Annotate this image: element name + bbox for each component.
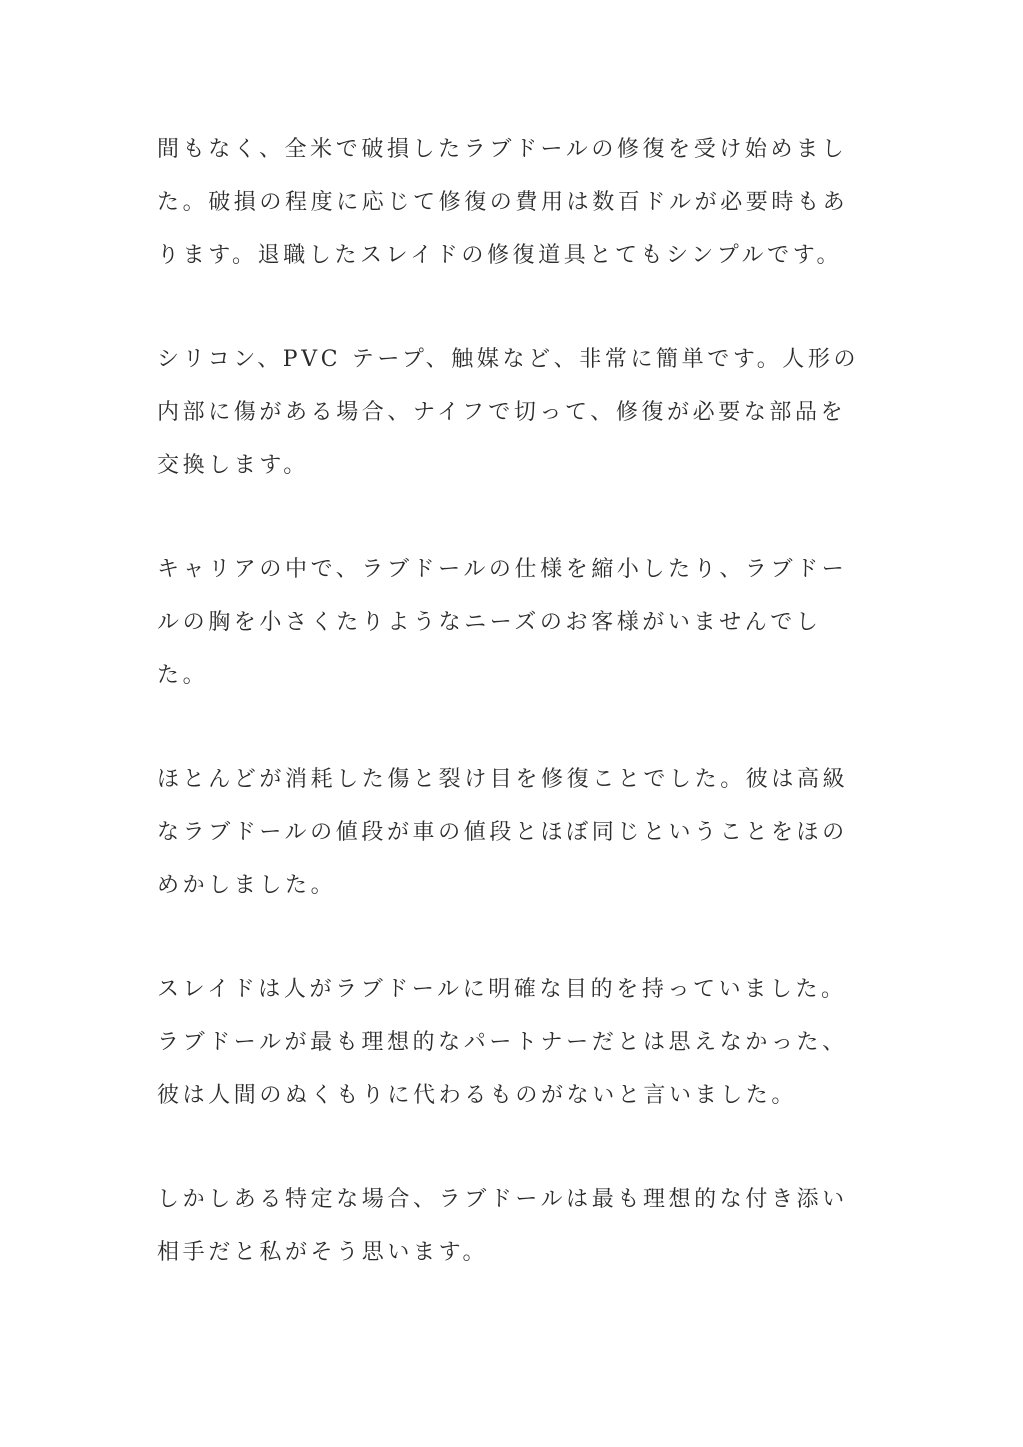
- paragraph-5: [157, 963, 857, 1122]
- paragraph-2: [157, 333, 860, 492]
- text-line: 彼は人間のぬくもりに代わるものがないと言いました。: [157, 1083, 798, 1108]
- text-line: スレイドは人がラブドールに明確な目的を持っていました。: [157, 977, 847, 1002]
- text-line: シリコン、PVC テープ、触媒など、非常に簡単です。人形の: [157, 347, 860, 372]
- text-line: ります。退職したスレイドの修復道具とてもシンプルです。: [157, 243, 843, 268]
- paragraph-1: [157, 123, 857, 282]
- text-line: 間もなく、全米で破損したラブドールの修復を受け始めまし: [157, 137, 848, 162]
- paragraph-3: [157, 543, 857, 702]
- text-line: キャリアの中で、ラブドールの仕様を縮小したり、ラブドー: [157, 557, 848, 582]
- text-line: 交換します。: [157, 453, 309, 478]
- document-body: [157, 123, 860, 1330]
- text-line: ラブドールが最も理想的なパートナーだとは思えなかった、: [157, 1030, 848, 1055]
- text-line: なラブドールの値段が車の値段とほぼ同じということをほの: [157, 820, 848, 845]
- text-line: めかしました。: [157, 873, 337, 898]
- text-line: 内部に傷がある場合、ナイフで切って、修復が必要な部品を: [157, 400, 847, 425]
- text-line: ルの胸を小さくたりようなニーズのお客様がいませんでし: [157, 610, 822, 635]
- text-line: ほとんどが消耗した傷と裂け目を修復ことでした。彼は高級: [157, 767, 849, 792]
- text-line: た。破損の程度に応じて修復の費用は数百ドルが必要時もあ: [157, 190, 849, 215]
- text-line: 相手だと私がそう思います。: [157, 1240, 489, 1265]
- text-line: しかしある特定な場合、ラブドールは最も理想的な付き添い: [157, 1187, 848, 1212]
- paragraph-4: [157, 753, 857, 912]
- text-line: た。: [157, 663, 209, 688]
- paragraph-6: [157, 1173, 857, 1279]
